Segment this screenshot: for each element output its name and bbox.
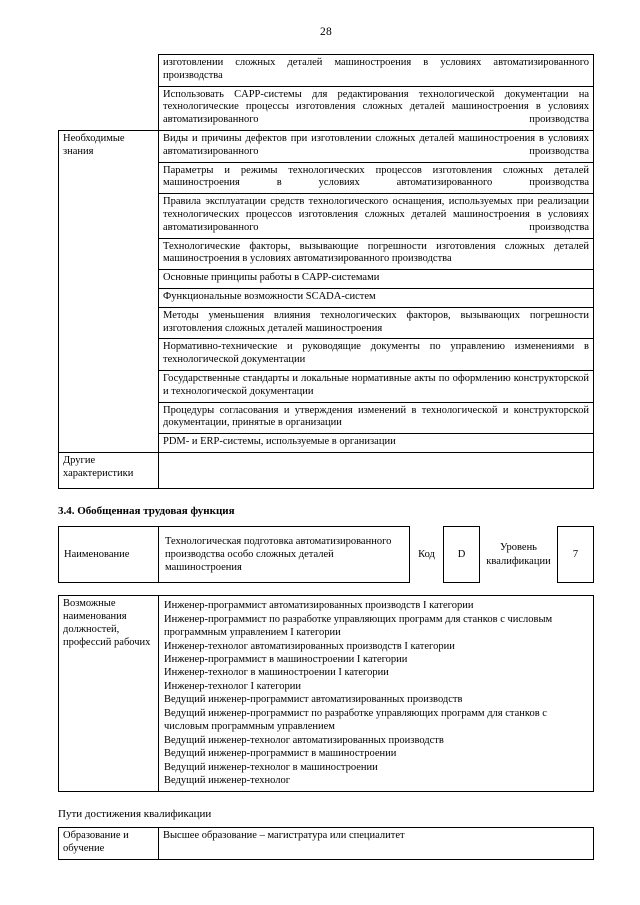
knowledge-item: Государственные стандарты и локальные нормативные акты по оформлению конструкторской и технологической документации xyxy=(159,370,594,402)
page-number: 28 xyxy=(320,26,332,38)
code-value: D xyxy=(444,526,480,582)
row-label-other-characteristics: Другие характеристики xyxy=(59,452,159,488)
knowledge-item: Основные принципы работы в CAPP-системами xyxy=(159,270,594,289)
job-titles-table xyxy=(58,595,594,792)
table-row xyxy=(59,526,594,582)
list-item: Ведущий инженер-технолог в машиностроении xyxy=(164,761,378,773)
table-row xyxy=(59,55,594,87)
knowledge-item: Параметры и режимы технологических процессов изготовления сложных деталей машиностроения в условиях автоматизированного производства xyxy=(159,162,594,194)
table-row xyxy=(59,130,594,162)
knowledge-item: Виды и причины дефектов при изготовлении сложных деталей машиностроения в условиях автоматизированного производства xyxy=(159,130,594,162)
table-row xyxy=(59,86,594,130)
table-row xyxy=(59,828,594,860)
list-item: Ведущий инженер-программист автоматизированных производств xyxy=(164,694,463,706)
list-item: Инженер-технолог I категории xyxy=(164,680,302,692)
knowledge-item: Технологические факторы, вызывающие погрешности изготовления сложных деталей машиностроения в условиях автоматизированного производства xyxy=(159,238,594,270)
list-item: Инженер-технолог автоматизированных производств I категории xyxy=(164,640,455,652)
knowledge-item: PDM- и ERP-системы, используемые в организации xyxy=(159,434,594,453)
knowledge-item: Методы уменьшения влияния технологических факторов, вызывающих погрешности изготовления сложных деталей машиностроения xyxy=(159,307,594,339)
list-item: Инженер-программист по разработке управляющих программ для станков с числовым программным управлением I категории xyxy=(164,613,553,639)
section-title: 3.4. Обобщенная трудовая функция xyxy=(58,504,235,517)
table-row xyxy=(59,596,594,792)
empty-label-cell xyxy=(59,55,159,87)
empty-label-cell xyxy=(59,86,159,130)
label-possible-job-titles: Возможные наименования должностей, профессий рабочих xyxy=(59,596,159,792)
label-qualification-level: Уровень квалификации xyxy=(486,542,551,567)
qualification-level-value: 7 xyxy=(558,526,594,582)
table-row xyxy=(59,452,594,488)
label-education-and-training: Образование и обучение xyxy=(59,828,159,860)
continuation-text-2: Использовать CAPP-системы для редактирования технологической документации на технологические процессы изготовления сложных деталей машиностроения в условиях автоматизированного производства xyxy=(159,86,594,130)
list-item: Ведущий инженер-технолог xyxy=(164,774,290,786)
generalized-function-name: Технологическая подготовка автоматизированного производства особо сложных деталей машиностроения xyxy=(159,526,410,582)
qualification-paths-table xyxy=(58,827,594,860)
label-name: Наименование xyxy=(59,526,159,582)
list-item: Инженер-технолог в машиностроении I категории xyxy=(164,667,389,679)
label-code: Код xyxy=(418,549,435,561)
list-item: Инженер-программист автоматизированных производств I категории xyxy=(164,600,474,612)
other-characteristics-value xyxy=(159,452,594,488)
list-item: Ведущий инженер-программист в машиностроении xyxy=(164,748,397,760)
list-item: Ведущий инженер-технолог автоматизированных производств xyxy=(164,734,444,746)
knowledge-item: Функциональные возможности SCADA-систем xyxy=(159,288,594,307)
job-titles-list xyxy=(159,596,594,792)
row-label-required-knowledge: Необходимые знания xyxy=(59,130,159,452)
generalized-function-table xyxy=(58,526,594,583)
qualification-paths-heading: Пути достижения квалификации xyxy=(58,808,212,821)
knowledge-item: Нормативно-технические и руководящие документы по управлению изменениями в технологической документации xyxy=(159,339,594,371)
knowledge-item: Правила эксплуатации средств технологического оснащения, используемых при реализации технологических процессов изготовления сложных деталей машиностроения в условиях автоматизированного производства xyxy=(159,194,594,238)
list-item: Инженер-программист в машиностроении I категории xyxy=(164,654,408,666)
knowledge-item: Процедуры согласования и утверждения изменений в технологической и конструкторской документации, принятые в организации xyxy=(159,402,594,434)
knowledge-table xyxy=(58,54,594,489)
continuation-text-1: изготовлении сложных деталей машиностроения в условиях автоматизированного производства xyxy=(159,55,594,87)
list-item: Ведущий инженер-программист по разработке управляющих программ для станков с числовым программным управлением xyxy=(164,707,547,733)
education-and-training-value: Высшее образование – магистратура или специалитет xyxy=(159,828,594,860)
